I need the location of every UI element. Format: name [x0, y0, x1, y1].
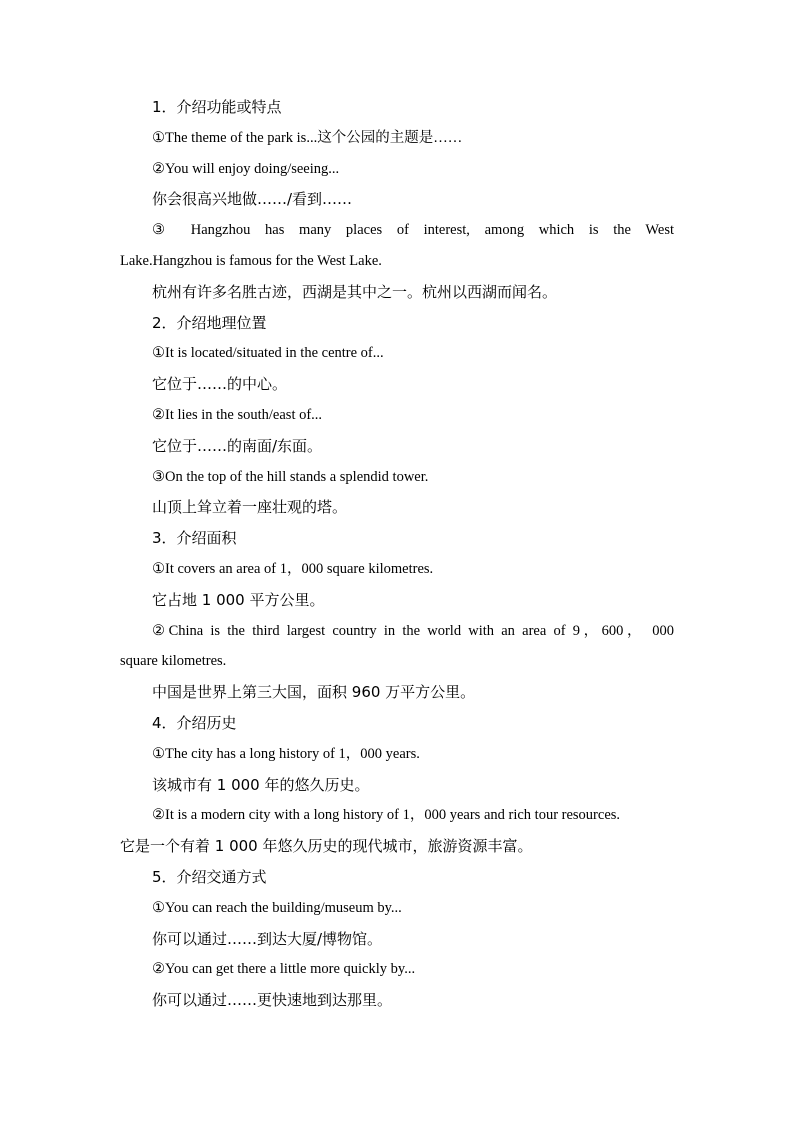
text-line: 你可以通过……到达大厦/博物馆。	[152, 929, 383, 948]
section-heading: 2．介绍地理位置	[152, 313, 267, 332]
section-heading: 3．介绍面积	[152, 529, 237, 548]
text-line: 中国是世界上第三大国，面积 960 万平方公里。	[152, 683, 476, 702]
text-line: ②It is a modern city with a long history of 1，000 years and rich tour resources.	[152, 807, 621, 824]
text-line: ①You can reach the building/museum by...	[152, 899, 402, 916]
text-line: ②China is the third largest country in the world with an area of 9，600， 000	[152, 622, 674, 639]
text-line: ②You can get there a little more quickly by...	[152, 961, 416, 978]
text-line: 它是一个有着 1 000 年悠久历史的现代城市，旅游资源丰富。	[120, 837, 533, 856]
text-line: ①It is located/situated in the centre of...	[152, 345, 384, 362]
text-line: 山顶上耸立着一座壮观的塔。	[152, 498, 348, 517]
text-line: ③On the top of the hill stands a splendid tower.	[152, 468, 429, 485]
text-line: ②You will enjoy doing/seeing...	[152, 160, 340, 177]
document-body	[120, 92, 674, 1016]
text-line: ①It covers an area of 1，000 square kilometres.	[152, 560, 434, 577]
text-line: ③ Hangzhou has many places of interest, among which is the West	[152, 222, 674, 239]
text-line: Lake.Hangzhou is famous for the West Lake.	[120, 252, 382, 269]
text-line: 杭州有许多名胜古迹，西湖是其中之一。杭州以西湖而闻名。	[152, 282, 558, 301]
section-heading: 4．介绍历史	[152, 713, 237, 732]
text-line: 它位于……的南面/东面。	[152, 436, 323, 455]
text-line: 该城市有 1 000 年的悠久历史。	[152, 775, 370, 794]
text-line: square kilometres.	[120, 653, 227, 670]
text-line: 你会很高兴地做……/看到……	[152, 190, 353, 209]
section-heading: 5．介绍交通方式	[152, 867, 267, 886]
text-line: ②It lies in the south/east of...	[152, 406, 323, 423]
text-line: 它占地 1 000 平方公里。	[152, 590, 325, 609]
text-line: ①The theme of the park is...这个公园的主题是……	[152, 129, 463, 146]
text-line: ①The city has a long history of 1，000 years.	[152, 745, 420, 762]
section-heading: 1．介绍功能或特点	[152, 98, 282, 116]
text-line: 它位于……的中心。	[152, 375, 288, 394]
text-line: 你可以通过……更快速地到达那里。	[152, 991, 393, 1010]
